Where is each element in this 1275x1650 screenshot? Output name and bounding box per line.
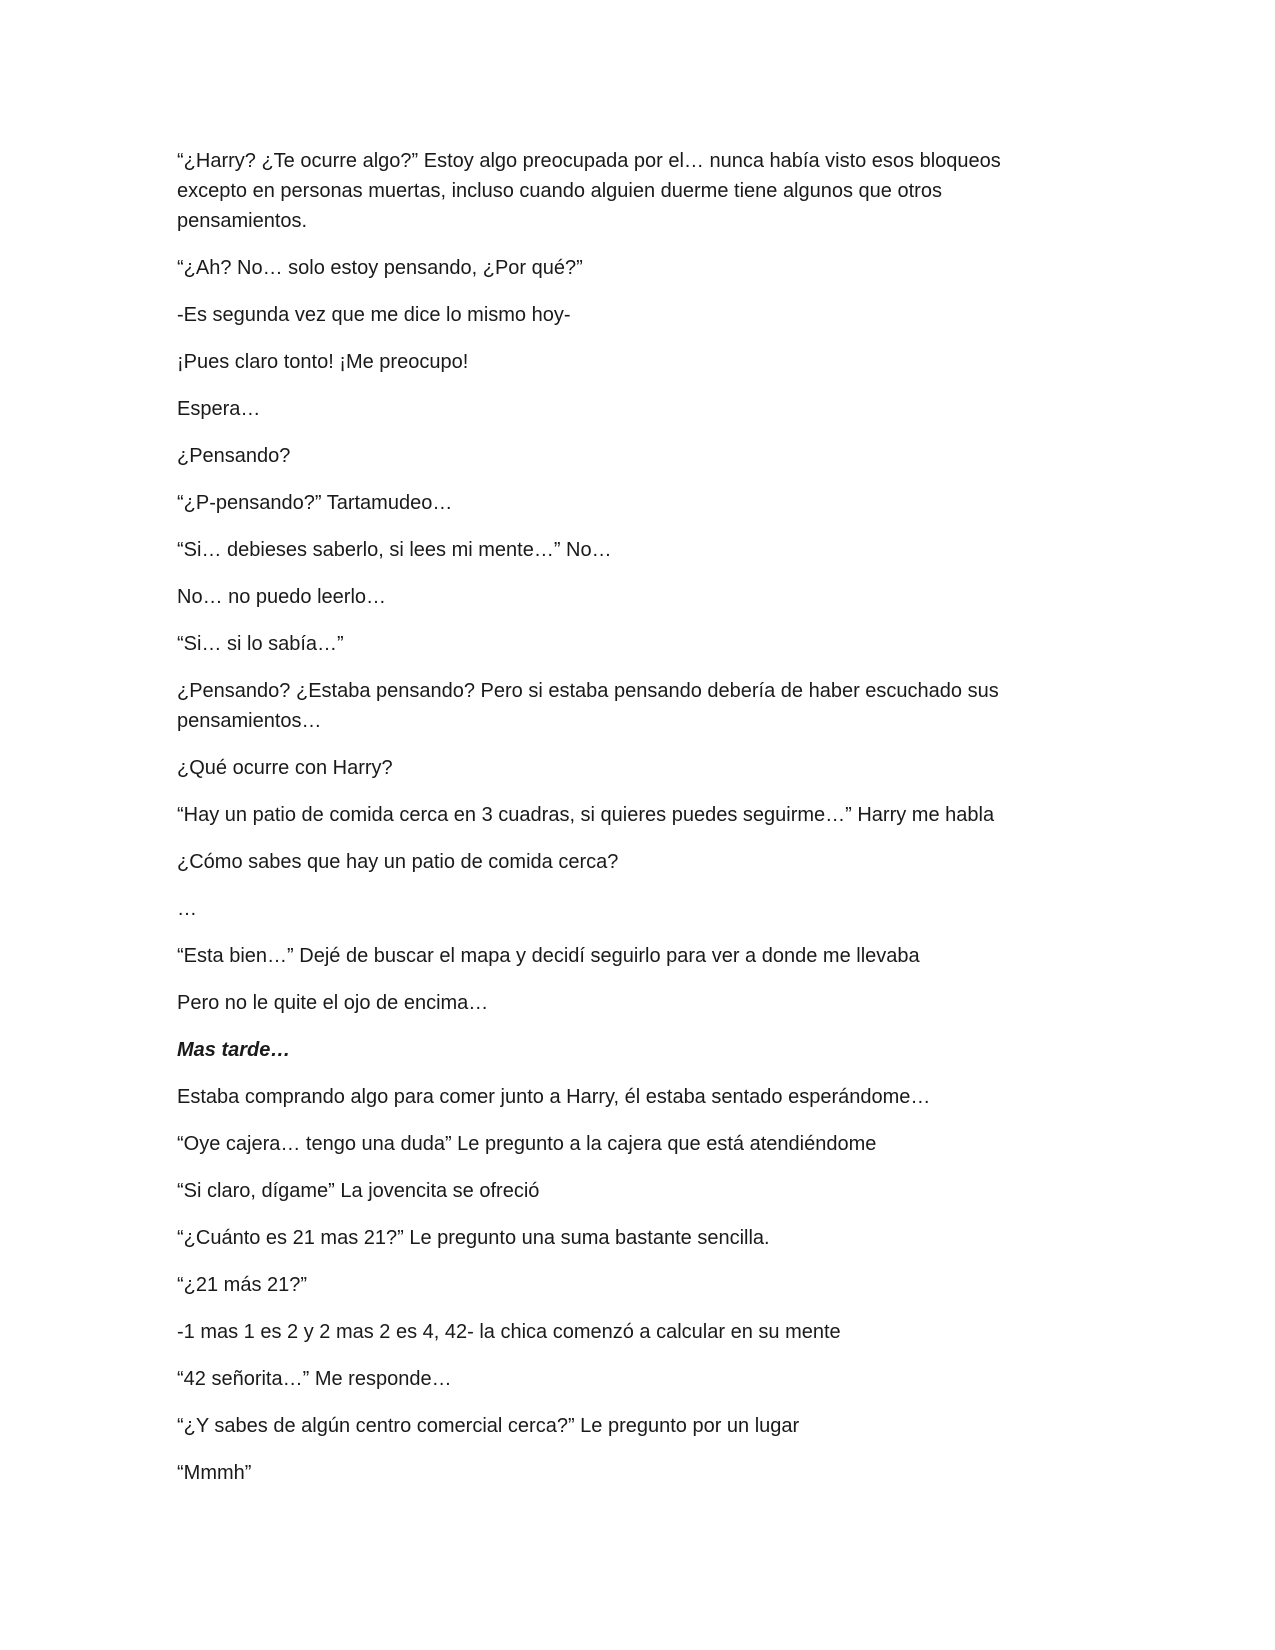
paragraph: “Si… si lo sabía…” — [177, 633, 344, 655]
paragraph: “Hay un patio de comida cerca en 3 cuadras, si quieres puedes seguirme…” Harry me habla — [177, 804, 995, 826]
paragraph: -Es segunda vez que me dice lo mismo hoy- — [177, 304, 571, 326]
paragraph: … — [177, 898, 197, 920]
paragraph: “¿Ah? No… solo estoy pensando, ¿Por qué?” — [177, 257, 583, 279]
paragraph: No… no puedo leerlo… — [177, 586, 387, 608]
paragraph: “¿21 más 21?” — [177, 1274, 308, 1296]
paragraph: “Oye cajera… tengo una duda” Le pregunto a la cajera que está atendiéndome — [177, 1133, 877, 1155]
paragraph: -1 mas 1 es 2 y 2 mas 2 es 4, 42- la chica comenzó a calcular en su mente — [177, 1321, 841, 1343]
paragraph: “¿Y sabes de algún centro comercial cerca?” Le pregunto por un lugar — [177, 1415, 800, 1437]
paragraph: “Si… debieses saberlo, si lees mi mente…” No… — [177, 539, 612, 561]
paragraph: ¡Pues claro tonto! ¡Me preocupo! — [177, 351, 469, 373]
paragraph: “Esta bien…” Dejé de buscar el mapa y decidí seguirlo para ver a donde me llevaba — [177, 945, 920, 967]
document-body — [177, 146, 1057, 1505]
paragraph: ¿Pensando? — [177, 445, 291, 467]
paragraph: ¿Pensando? ¿Estaba pensando? Pero si estaba pensando debería de haber escuchado sus pensamientos… — [177, 680, 999, 732]
paragraph: “¿P-pensando?” Tartamudeo… — [177, 492, 453, 514]
paragraph: ¿Qué ocurre con Harry? — [177, 757, 393, 779]
paragraph: ¿Cómo sabes que hay un patio de comida cerca? — [177, 851, 619, 873]
paragraph: “¿Harry? ¿Te ocurre algo?” Estoy algo preocupada por el… nunca había visto esos bloqueos excepto en personas muertas, incluso cuando alguien duerme tiene algunos que otros pensamientos. — [177, 150, 1001, 232]
section-heading: Mas tarde… — [177, 1039, 291, 1061]
paragraph: “42 señorita…” Me responde… — [177, 1368, 452, 1390]
paragraph: Pero no le quite el ojo de encima… — [177, 992, 489, 1014]
paragraph: “¿Cuánto es 21 mas 21?” Le pregunto una suma bastante sencilla. — [177, 1227, 770, 1249]
paragraph: “Si claro, dígame” La jovencita se ofreció — [177, 1180, 540, 1202]
paragraph: “Mmmh” — [177, 1462, 252, 1484]
paragraph: Espera… — [177, 398, 261, 420]
paragraph: Estaba comprando algo para comer junto a Harry, él estaba sentado esperándome… — [177, 1086, 931, 1108]
